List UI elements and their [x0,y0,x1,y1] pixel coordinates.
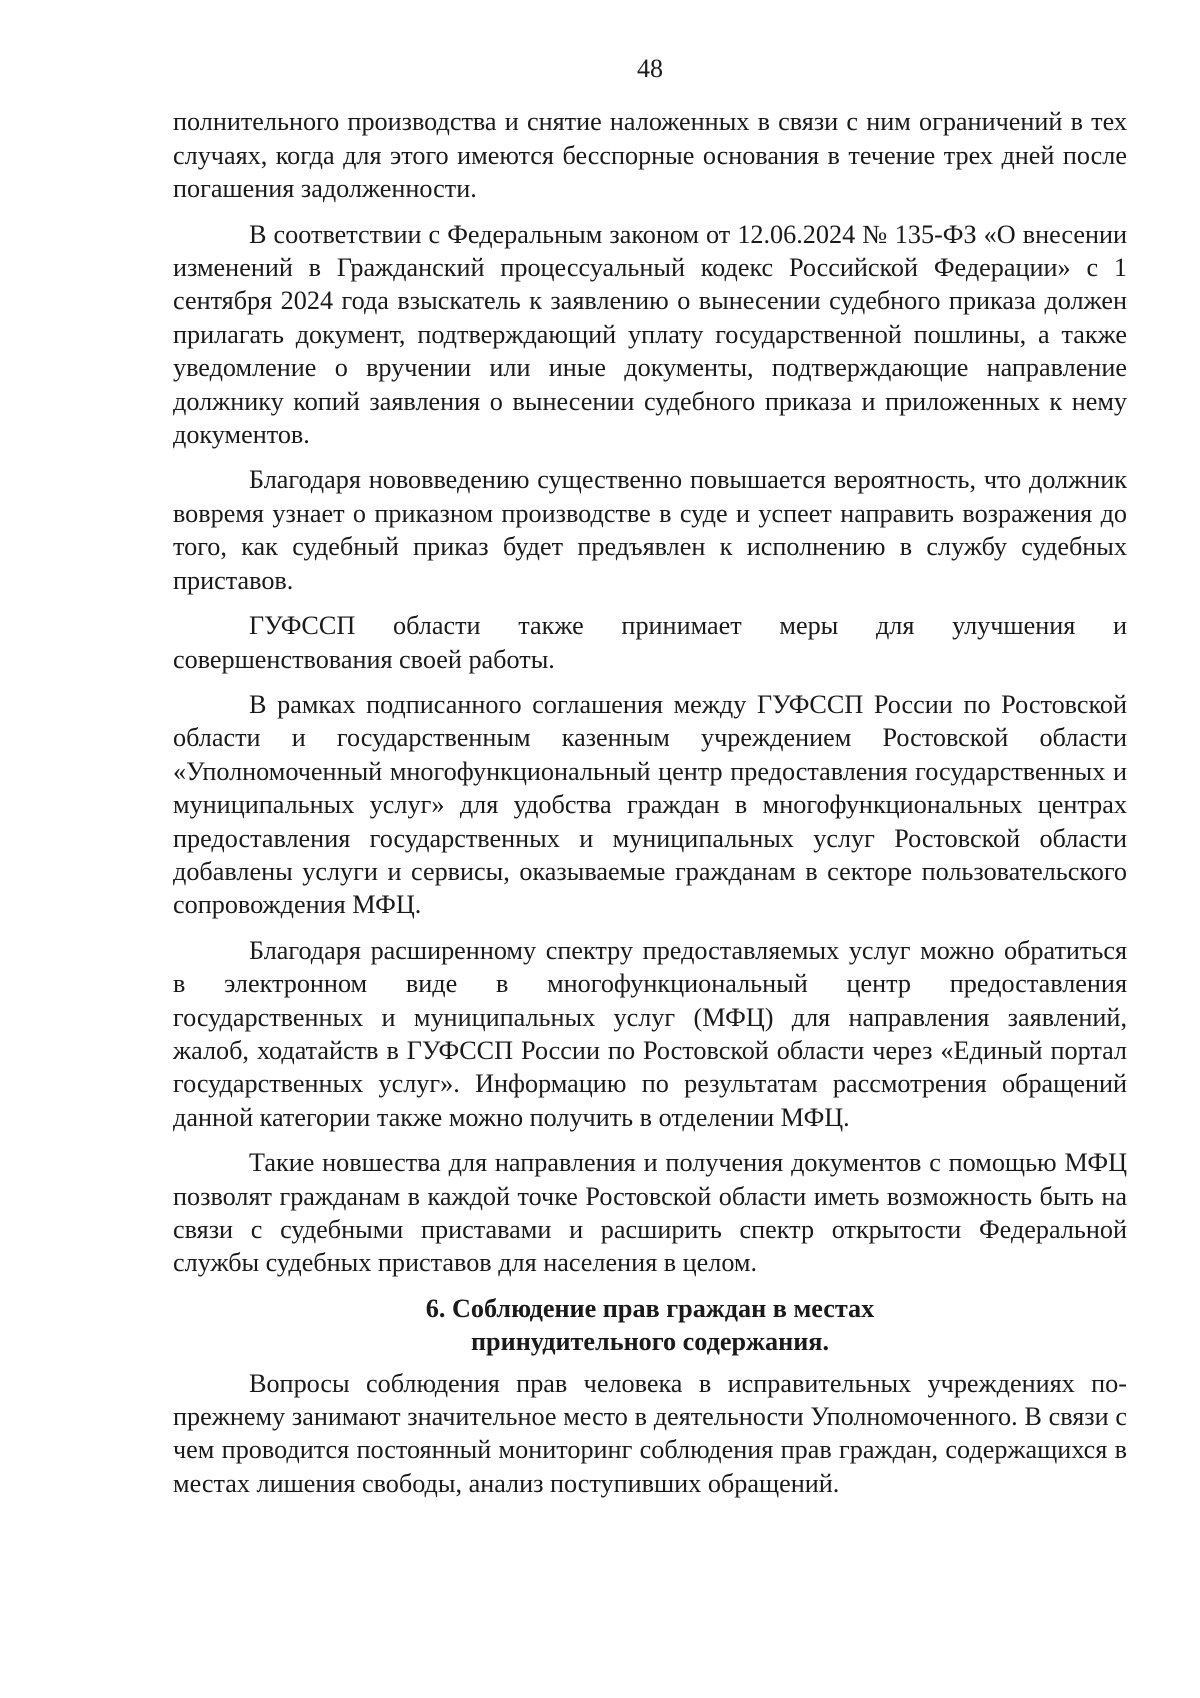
section-heading-line-1: 6. Соблюдение прав граждан в местах [425,1293,875,1323]
paragraph-extended-services: Благодаря расширенному спектру предоставляемых услуг можно обратиться в электронном виде в многофункциональный центр предоставления государственных и муниципальных услуг (МФЦ) для направления заявлений, жалоб, ходатайств в ГУФССП России по Ростовской области через «Единый портал государственных услуг». Информацию по результатам рассмотрения обращений данной категории также можно получить в отделении МФЦ. [173,935,1127,1132]
section-heading-line-2: принудительного содержания. [470,1327,830,1357]
paragraph-innovation: Благодаря нововведению существенно повышается вероятность, что должник вовремя узнает о приказном производстве в суде и успеет направить возражения до того, как судебный приказ будет предъявлен к исполнению в службу судебных приставов. [173,465,1127,595]
paragraph-gufssp-measures: ГУФССП области также принимает меры для улучшения и совершенствования своей работы. [173,611,1127,674]
page-number: 48 [637,54,663,83]
paragraph-agreement-mfc: В рамках подписанного соглашения между ГУФССП России по Ростовской области и государственным казенным учреждением Ростовской области «Уполномоченный многофункциональный центр предоставления государственных и муниципальных услуг» для удобства граждан в многофункциональных центрах предоставления государственных и муниципальных услуг Ростовской области добавлены услуги и сервисы, оказываемые гражданам в секторе пользовательского сопровождения МФЦ. [173,689,1127,920]
paragraph-novelties: Такие новшества для направления и получения документов с помощью МФЦ позволят гражданам в каждой точке Ростовской области иметь возможность быть на связи с судебными приставами и расширить спектр открытости Федеральной службы судебных приставов для населения в целом. [173,1148,1127,1278]
paragraph-human-rights: Вопросы соблюдения прав человека в исправительных учреждениях по-прежнему занимают значительное место в деятельности Уполномоченного. В связи с чем проводится постоянный мониторинг соблюдения прав граждан, содержащихся в местах лишения свободы, анализ поступивших обращений. [173,1368,1127,1498]
section-heading [173,1292,1127,1359]
paragraph-federal-law: В соответствии с Федеральным законом от 12.06.2024 № 135-ФЗ «О внесении изменений в Гражданский процессуальный кодекс Российской Федерации» с 1 сентября 2024 года взыскатель к заявлению о вынесении судебного приказа должен прилагать документ, подтверждающий уплату государственной пошлины, а также уведомление о вручении или иные документы, подтверждающие направление должнику копий заявления о вынесении судебного приказа и приложенных к нему документов. [173,219,1127,450]
paragraph-continuation: полнительного производства и снятие наложенных в связи с ним ограничений в тех случаях, когда для этого имеются бесспорные основания в течение трех дней после погашения задолженности. [173,107,1127,204]
